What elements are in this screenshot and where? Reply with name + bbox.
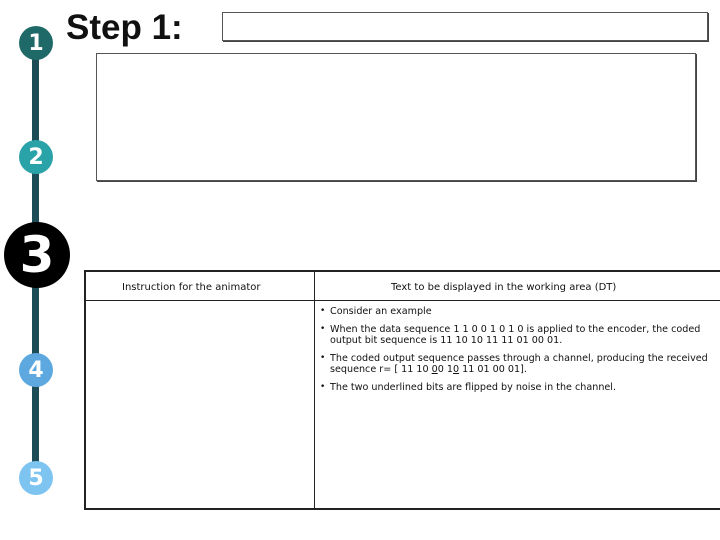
display-text-header: Text to be displayed in the working area (DT) [391,282,617,293]
instruction-table [84,270,720,510]
step-title: Step 1: [66,8,183,47]
step-1-marker[interactable] [19,26,53,60]
received-seq-prefix: [ 11 10 [391,364,432,375]
step-4-number: 4 [28,357,44,383]
display-text-list [320,306,718,399]
list-item: • The coded output sequence passes through a channel, producing the received sequence r= [ 11 10 00 10 11 01 00 01]. [320,353,718,376]
flipped-bit-2: 0 [453,364,460,375]
list-item: • The two underlined bits are flipped by noise in the channel. [320,382,718,394]
step-5-marker[interactable] [19,461,53,495]
step-title-field[interactable] [222,12,708,41]
flipped-bit-1: 0 [431,364,438,375]
step-2-marker[interactable] [19,140,53,174]
step-3-number: 3 [19,226,55,284]
received-seq-mid: 0 1 [437,364,453,375]
step-2-number: 2 [28,144,44,170]
table-header-row [86,272,720,301]
list-item: • When the data sequence 1 1 0 0 1 0 1 0 is applied to the encoder, the coded output bit sequence is 11 10 10 11 11 01 00 01. [320,324,718,347]
animator-instruction-header: Instruction for the animator [122,282,261,293]
step-3-marker[interactable] [4,222,70,288]
step-description-area[interactable] [96,53,696,181]
column-divider [314,272,315,508]
step-1-number: 1 [28,30,44,56]
step-4-marker[interactable] [19,353,53,387]
list-item: • Consider an example [320,306,718,318]
step-5-number: 5 [28,465,44,491]
received-seq-suffix: 11 01 00 01]. [459,364,527,375]
